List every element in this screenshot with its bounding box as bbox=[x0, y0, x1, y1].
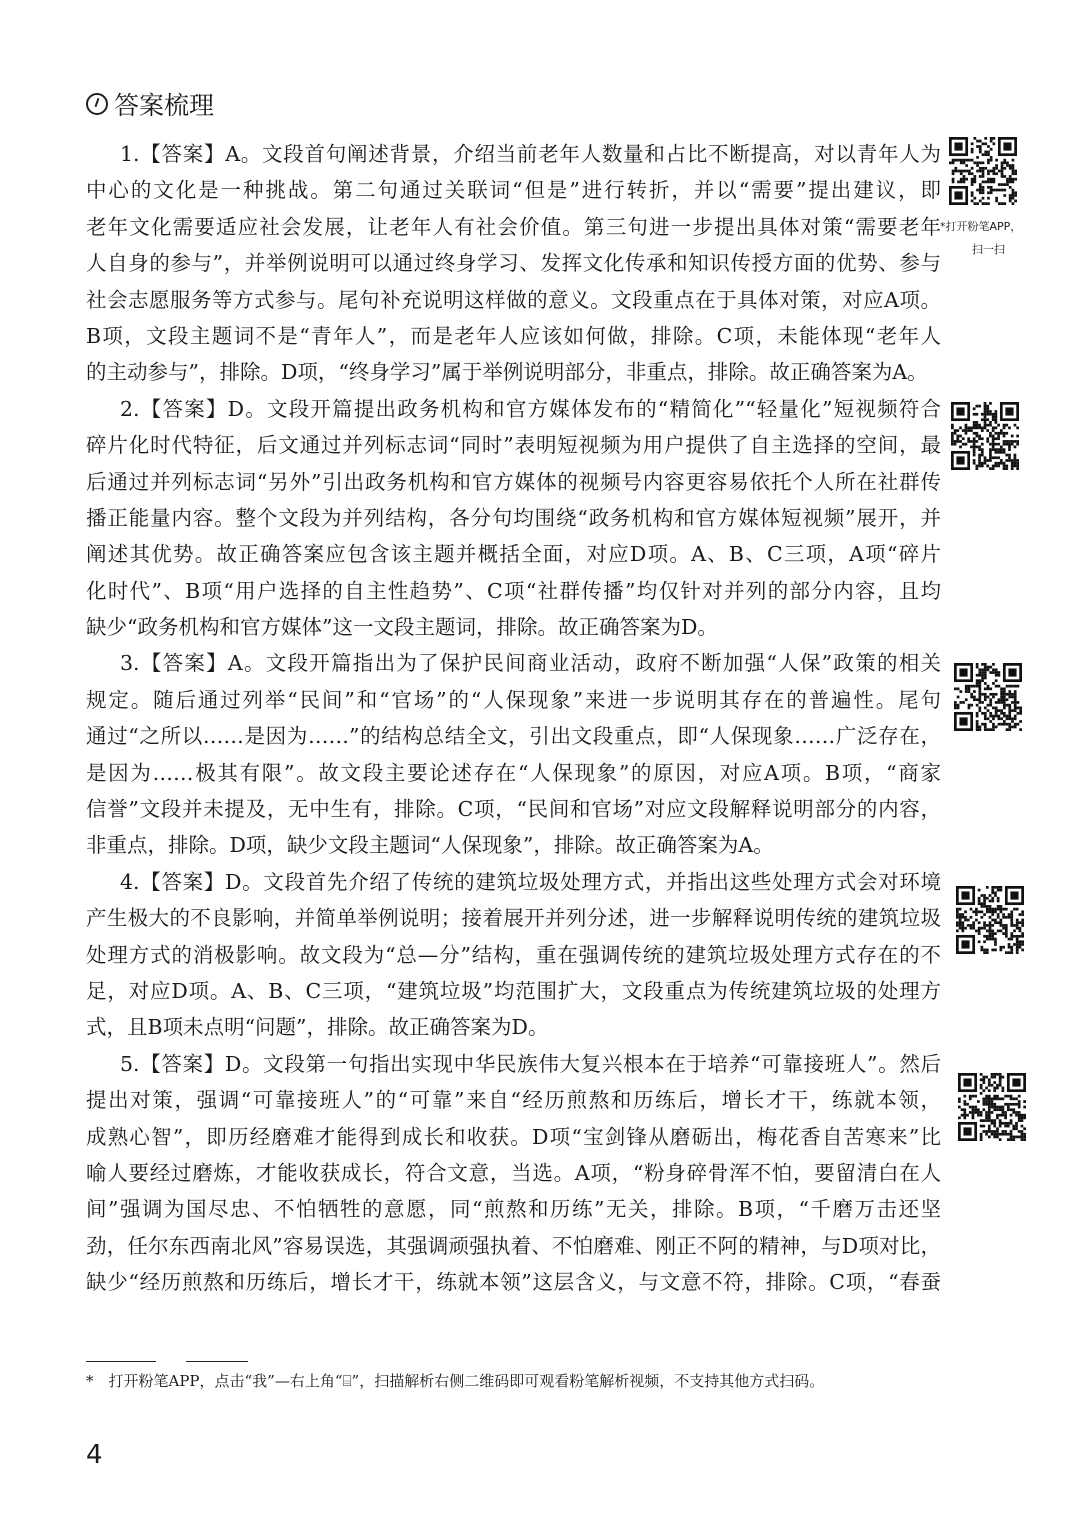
text-line: 老年文化需要适应社会发展，让老年人有社会价值。第三句进一步提出具体对策“需要老年 bbox=[86, 214, 941, 239]
answer-body bbox=[86, 136, 941, 1301]
text-line: 劲，任尔东西南北风”容易误选，其强调顽强执着、不怕磨难、刚正不阿的精神，与D项对比， bbox=[86, 1233, 941, 1258]
text-line: 式，且B项未点明“问题”，排除。故正确答案为D。 bbox=[86, 1015, 549, 1040]
page-number: 4 bbox=[86, 1440, 103, 1470]
text-line: 4.【答案】D。文段首先介绍了传统的建筑垃圾处理方式，并指出这些处理方式会对环境 bbox=[120, 869, 941, 894]
qr-code-icon[interactable] bbox=[957, 1073, 1027, 1141]
footnote-divider bbox=[186, 1361, 248, 1362]
clock-icon bbox=[86, 93, 108, 115]
text-line: 2.【答案】D。文段开篇提出政务机构和官方媒体发布的“精简化”“轻量化”短视频符合 bbox=[120, 396, 941, 421]
text-line: 播正能量内容。整个文段为并列结构，各分句均围绕“政务机构和官方媒体短视频”展开，并 bbox=[86, 505, 941, 530]
qr-code-icon[interactable] bbox=[953, 663, 1023, 731]
text-line: 处理方式的消极影响。故文段为“总—分”结构，重在强调传统的建筑垃圾处理方式存在的不 bbox=[86, 942, 941, 967]
answer-paragraph bbox=[86, 391, 941, 646]
text-line: 通过“之所以……是因为……”的结构总结全文，引出文段重点，即“人保现象……广泛存在， bbox=[86, 724, 941, 749]
text-line: 规定。随后通过列举“民间”和“官场”的“人保现象”来进一步说明其存在的普遍性。尾句 bbox=[86, 687, 941, 712]
text-line: 中心的文化是一种挑战。第二句通过关联词“但是”进行转折，并以“需要”提出建议，即 bbox=[86, 178, 941, 203]
qr-code-icon[interactable] bbox=[948, 137, 1018, 205]
text-line: 缺少“政务机构和官方媒体”这一文段主题词，排除。故正确答案为D。 bbox=[86, 615, 718, 640]
text-line: 产生极大的不良影响，并简单举例说明；接着展开并列分述，进一步解释说明传统的建筑垃圾 bbox=[86, 906, 941, 931]
text-line: 5.【答案】D。文段第一句指出实现中华民族伟大复兴根本在于培养“可靠接班人”。然后 bbox=[120, 1051, 941, 1076]
text-line: 间”强调为国尽忠、不怕牺牲的意愿，同“煎熬和历练”无关，排除。B项，“千磨万击还坚 bbox=[86, 1197, 941, 1222]
text-line: 缺少“经历煎熬和历练后，增长才干，练就本领”这层含义，与文意不符，排除。C项，“春蚕 bbox=[86, 1270, 941, 1295]
text-line: 喻人要经过磨炼，才能收获成长，符合文意，当选。A项，“粉身碎骨浑不怕，要留清白在人 bbox=[86, 1160, 941, 1185]
text-line: 成熟心智”，即历经磨难才能得到成长和收获。D项“宝剑锋从磨砺出，梅花香自苦寒来”比 bbox=[86, 1124, 941, 1149]
text-line: 提出对策，强调“可靠接班人”的“可靠”来自“经历煎熬和历练后，增长才干，练就本领， bbox=[86, 1088, 941, 1113]
text-line: 是因为……极其有限”。故文段主要论述存在“人保现象”的原因，对应A项。B项，“商家 bbox=[86, 760, 941, 785]
section-title-text: 答案梳理 bbox=[114, 91, 215, 120]
answer-paragraph bbox=[86, 136, 941, 391]
answer-paragraph bbox=[86, 645, 941, 863]
text-line: 的主动参与”，排除。D项，“终身学习”属于举例说明部分，非重点，排除。故正确答案为A。 bbox=[86, 360, 928, 385]
qr-caption: *打开粉笔APP， bbox=[940, 220, 1022, 233]
qr-code-icon[interactable] bbox=[955, 886, 1025, 954]
text-line: B项，文段主题词不是“青年人”，而是老年人应该如何做，排除。C项，未能体现“老年人 bbox=[86, 323, 941, 348]
text-line: 3.【答案】A。文段开篇指出为了保护民间商业活动，政府不断加强“人保”政策的相关 bbox=[120, 651, 941, 676]
section-title bbox=[86, 86, 214, 122]
text-line: 化时代”、B项“用户选择的自主性趋势”、C项“社群传播”均仅针对并列的部分内容，且均 bbox=[86, 578, 941, 603]
footnote: * 打开粉笔APP，点击“我”—右上角“⌸”，扫描解析右侧二维码即可观看粉笔解析视频，不支持其他方式扫码。 bbox=[86, 1372, 825, 1390]
text-line: 社会志愿服务等方式参与。尾句补充说明这样做的意义。文段重点在于具体对策，对应A项。 bbox=[86, 287, 941, 312]
text-line: 后通过并列标志词“另外”引出政务机构和官方媒体的视频号内容更容易依托个人所在社群传 bbox=[86, 469, 941, 494]
footnote-divider bbox=[86, 1361, 156, 1362]
text-line: 阐述其优势。故正确答案应包含该主题并概括全面，对应D项。A、B、C三项，A项“碎片 bbox=[86, 542, 941, 567]
text-line: 信誉”文段并未提及，无中生有，排除。C项，“民间和官场”对应文段解释说明部分的内容， bbox=[86, 797, 941, 822]
text-line: 非重点，排除。D项，缺少文段主题词“人保现象”，排除。故正确答案为A。 bbox=[86, 833, 774, 858]
text-line: 人自身的参与”，并举例说明可以通过终身学习、发挥文化传承和知识传授方面的优势、参与 bbox=[86, 251, 941, 276]
text-line: 1.【答案】A。文段首句阐述背景，介绍当前老年人数量和占比不断提高，对以青年人为 bbox=[120, 142, 941, 166]
qr-code-icon[interactable] bbox=[950, 402, 1020, 470]
text-line: 足，对应D项。A、B、C三项，“建筑垃圾”均范围扩大，文段重点为传统建筑垃圾的处理方 bbox=[86, 978, 941, 1003]
qr-caption: 扫一扫 bbox=[972, 243, 1005, 256]
answer-paragraph bbox=[86, 864, 941, 1046]
answer-paragraph bbox=[86, 1046, 941, 1301]
text-line: 碎片化时代特征，后文通过并列标志词“同时”表明短视频为用户提供了自主选择的空间，最 bbox=[86, 433, 941, 458]
